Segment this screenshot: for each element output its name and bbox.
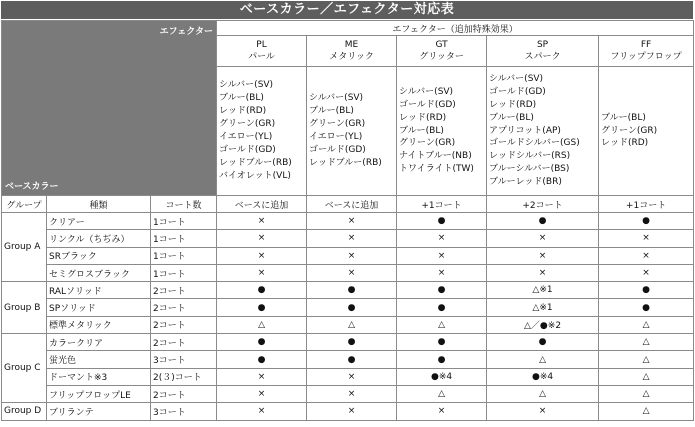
effector-colors-ff bbox=[599, 67, 694, 196]
color-option: レッド(RD) bbox=[219, 106, 267, 117]
color-option: ブルー(BL) bbox=[489, 112, 534, 123]
effector-code: PL bbox=[256, 40, 267, 50]
compat-mark: ● bbox=[307, 299, 397, 316]
compat-mark: △※1 bbox=[487, 299, 599, 316]
effector-header-pl bbox=[217, 36, 307, 67]
base-type: 蛍光色 bbox=[47, 351, 151, 368]
effector-header-me bbox=[307, 36, 397, 67]
color-option: ナイトブルー(NB) bbox=[399, 151, 472, 162]
compat-mark: △ bbox=[599, 316, 694, 333]
coat-count: 1コート bbox=[151, 213, 217, 230]
color-option: ゴールド(GD) bbox=[399, 99, 456, 110]
base-type: SPソリッド bbox=[47, 299, 151, 316]
col-header-cost: +1コート bbox=[397, 196, 487, 213]
effector-header-ff bbox=[599, 36, 694, 67]
compat-mark: ● bbox=[487, 334, 599, 351]
coat-count: 2コート bbox=[151, 299, 217, 316]
compat-mark: △／●※2 bbox=[487, 316, 599, 333]
table-row bbox=[2, 403, 694, 420]
col-header-cost: ベースに追加 bbox=[307, 196, 397, 213]
compat-mark: × bbox=[217, 264, 307, 281]
coat-count: 2コート bbox=[151, 385, 217, 402]
compat-mark: △ bbox=[599, 351, 694, 368]
compat-mark: △ bbox=[599, 368, 694, 385]
col-header-cost: ベースに追加 bbox=[217, 196, 307, 213]
compat-mark: ● bbox=[397, 282, 487, 299]
compat-mark: ● bbox=[397, 334, 487, 351]
compat-mark: ● bbox=[599, 282, 694, 299]
effector-name: メタリック bbox=[329, 52, 374, 62]
color-option: ブルーシルバー(BS) bbox=[489, 164, 570, 175]
base-type: RALソリッド bbox=[47, 282, 151, 299]
table-row bbox=[2, 368, 694, 385]
base-type: フリップフロップLE bbox=[47, 385, 151, 402]
compat-mark: × bbox=[599, 247, 694, 264]
compat-mark: × bbox=[217, 247, 307, 264]
compat-mark: △ bbox=[487, 385, 599, 402]
coat-count: 2コート bbox=[151, 316, 217, 333]
color-option: ブルーレッド(BR) bbox=[489, 177, 562, 188]
compat-mark: × bbox=[487, 230, 599, 247]
color-option: シルバー(SV) bbox=[399, 86, 454, 97]
effector-colors-pl bbox=[217, 67, 307, 196]
color-option: ゴールド(GD) bbox=[219, 144, 276, 155]
compat-mark: △ bbox=[599, 403, 694, 420]
compat-mark: ●※4 bbox=[397, 368, 487, 385]
compat-mark: × bbox=[217, 213, 307, 230]
table-row bbox=[2, 230, 694, 247]
compat-mark: △ bbox=[599, 385, 694, 402]
color-option: レッド(RD) bbox=[399, 112, 447, 123]
color-option: ブルー(BL) bbox=[399, 125, 444, 136]
compat-mark: × bbox=[217, 385, 307, 402]
compat-mark: × bbox=[307, 264, 397, 281]
table-row bbox=[2, 264, 694, 281]
compat-mark: × bbox=[599, 230, 694, 247]
col-header-cost: +1コート bbox=[599, 196, 694, 213]
effector-code: ME bbox=[344, 40, 359, 50]
color-option: イエロー(YL) bbox=[219, 132, 273, 142]
color-option: グリーン(GR) bbox=[219, 119, 276, 130]
compat-mark: × bbox=[307, 230, 397, 247]
corner-header bbox=[2, 21, 217, 196]
compatibility-table bbox=[1, 20, 694, 421]
table-row bbox=[2, 247, 694, 264]
compat-mark: ● bbox=[397, 299, 487, 316]
compat-mark: ● bbox=[307, 334, 397, 351]
effector-colors-me bbox=[307, 67, 397, 196]
coat-count: 1コート bbox=[151, 247, 217, 264]
compat-mark: × bbox=[307, 368, 397, 385]
compat-mark: ● bbox=[307, 351, 397, 368]
table-row bbox=[2, 334, 694, 351]
base-type: リンクル（ちぢみ） bbox=[47, 230, 151, 247]
coat-count: 2コート bbox=[151, 282, 217, 299]
color-option: グリーン(GR) bbox=[601, 125, 658, 136]
corner-base-label: ベースカラー bbox=[5, 182, 59, 192]
effector-name: グリッター bbox=[419, 52, 464, 62]
table-row bbox=[2, 282, 694, 299]
compat-mark: ● bbox=[397, 351, 487, 368]
color-option: ブルー(BL) bbox=[219, 93, 264, 104]
compat-mark: × bbox=[307, 385, 397, 402]
table-title: ベースカラー／エフェクター対応表 bbox=[1, 1, 693, 19]
compat-mark: × bbox=[307, 403, 397, 420]
coat-count: 1コート bbox=[151, 230, 217, 247]
table-row bbox=[2, 316, 694, 333]
effector-name: スパーク bbox=[524, 52, 561, 62]
group-label: Group C bbox=[2, 334, 47, 403]
compat-mark: △ bbox=[397, 385, 487, 402]
base-type: カラークリア bbox=[47, 334, 151, 351]
color-option: シルバー(SV) bbox=[489, 73, 544, 84]
effector-colors-sp bbox=[487, 67, 599, 196]
compat-mark: × bbox=[397, 264, 487, 281]
base-type: ブリランテ bbox=[47, 403, 151, 420]
coat-count: 3コート bbox=[151, 403, 217, 420]
compat-mark: × bbox=[487, 403, 599, 420]
coat-count: 2コート bbox=[151, 334, 217, 351]
col-header-cost: +2コート bbox=[487, 196, 599, 213]
color-option: ブルー(BL) bbox=[309, 106, 354, 117]
color-option: レッド(RD) bbox=[601, 138, 649, 149]
effector-code: FF bbox=[640, 40, 652, 50]
compat-mark: ● bbox=[217, 282, 307, 299]
coat-count: 2(３)コート bbox=[151, 368, 217, 385]
corner-effector-label: エフェクター bbox=[159, 27, 214, 37]
compat-mark: × bbox=[397, 230, 487, 247]
effector-header-gt bbox=[397, 36, 487, 67]
color-option: アプリコット(AP) bbox=[489, 125, 561, 136]
color-option: シルバー(SV) bbox=[309, 93, 364, 104]
coat-count: 1コート bbox=[151, 264, 217, 281]
compat-mark: × bbox=[217, 230, 307, 247]
color-option: イエロー(YL) bbox=[309, 132, 363, 142]
effector-header: エフェクター（追加特殊効果） bbox=[217, 21, 694, 36]
group-label: Group A bbox=[2, 213, 47, 282]
compat-mark: × bbox=[307, 213, 397, 230]
compat-mark: △ bbox=[599, 334, 694, 351]
compat-mark: × bbox=[397, 403, 487, 420]
color-option: レッドブルー(RB) bbox=[219, 157, 292, 168]
compat-mark: △ bbox=[487, 351, 599, 368]
color-option: バイオレット(VL) bbox=[219, 170, 291, 181]
effector-code: GT bbox=[435, 40, 448, 50]
compat-mark: △※1 bbox=[487, 282, 599, 299]
table-row bbox=[2, 213, 694, 230]
color-option: ゴールドシルバー(GS) bbox=[489, 138, 580, 149]
effector-name: フリップフロップ bbox=[610, 52, 682, 62]
compat-mark: ● bbox=[599, 213, 694, 230]
compat-mark: △ bbox=[217, 316, 307, 333]
compat-mark: × bbox=[599, 264, 694, 281]
group-label: Group D bbox=[2, 403, 47, 420]
table-row bbox=[2, 385, 694, 402]
color-option: シルバー(SV) bbox=[219, 80, 274, 91]
color-option: レッドブルー(RB) bbox=[309, 157, 382, 168]
compat-mark: ●※4 bbox=[487, 368, 599, 385]
base-type: クリアー bbox=[47, 213, 151, 230]
effector-code: SP bbox=[536, 40, 549, 50]
compat-mark: × bbox=[307, 247, 397, 264]
compat-mark: △ bbox=[397, 316, 487, 333]
col-header-group: グループ bbox=[2, 196, 47, 213]
compat-mark: ● bbox=[217, 299, 307, 316]
group-label: Group B bbox=[2, 282, 47, 334]
color-option: トワイライト(TW) bbox=[399, 164, 474, 175]
table-row bbox=[2, 351, 694, 368]
effector-header-sp bbox=[487, 36, 599, 67]
base-type: セミグロスブラック bbox=[47, 264, 151, 281]
effector-name: パール bbox=[248, 52, 275, 62]
compat-mark: × bbox=[487, 264, 599, 281]
compat-mark: ● bbox=[487, 213, 599, 230]
color-option: グリーン(GR) bbox=[309, 119, 366, 130]
color-option: グリーン(GR) bbox=[399, 138, 456, 149]
compat-mark: × bbox=[217, 368, 307, 385]
col-header-type: 種類 bbox=[47, 196, 151, 213]
color-option: ブルー(BL) bbox=[601, 112, 646, 123]
base-type: 標準メタリック bbox=[47, 316, 151, 333]
color-option: レッド(RD) bbox=[489, 99, 537, 110]
color-option: レッドシルバー(RS) bbox=[489, 151, 571, 162]
compat-mark: × bbox=[487, 247, 599, 264]
compat-mark: ● bbox=[217, 334, 307, 351]
compat-mark: △ bbox=[307, 316, 397, 333]
base-type: SRブラック bbox=[47, 247, 151, 264]
color-option: ゴールド(GD) bbox=[309, 144, 366, 155]
compat-mark: ● bbox=[307, 282, 397, 299]
table-row bbox=[2, 299, 694, 316]
compat-mark: ● bbox=[217, 351, 307, 368]
col-header-coats: コート数 bbox=[151, 196, 217, 213]
color-option: ゴールド(GD) bbox=[489, 86, 546, 97]
compat-mark: ● bbox=[599, 299, 694, 316]
compat-mark: × bbox=[217, 403, 307, 420]
compat-mark: × bbox=[397, 247, 487, 264]
effector-colors-gt bbox=[397, 67, 487, 196]
base-type: ドーマント※3 bbox=[47, 368, 151, 385]
coat-count: 3コート bbox=[151, 351, 217, 368]
compat-mark: ● bbox=[397, 213, 487, 230]
